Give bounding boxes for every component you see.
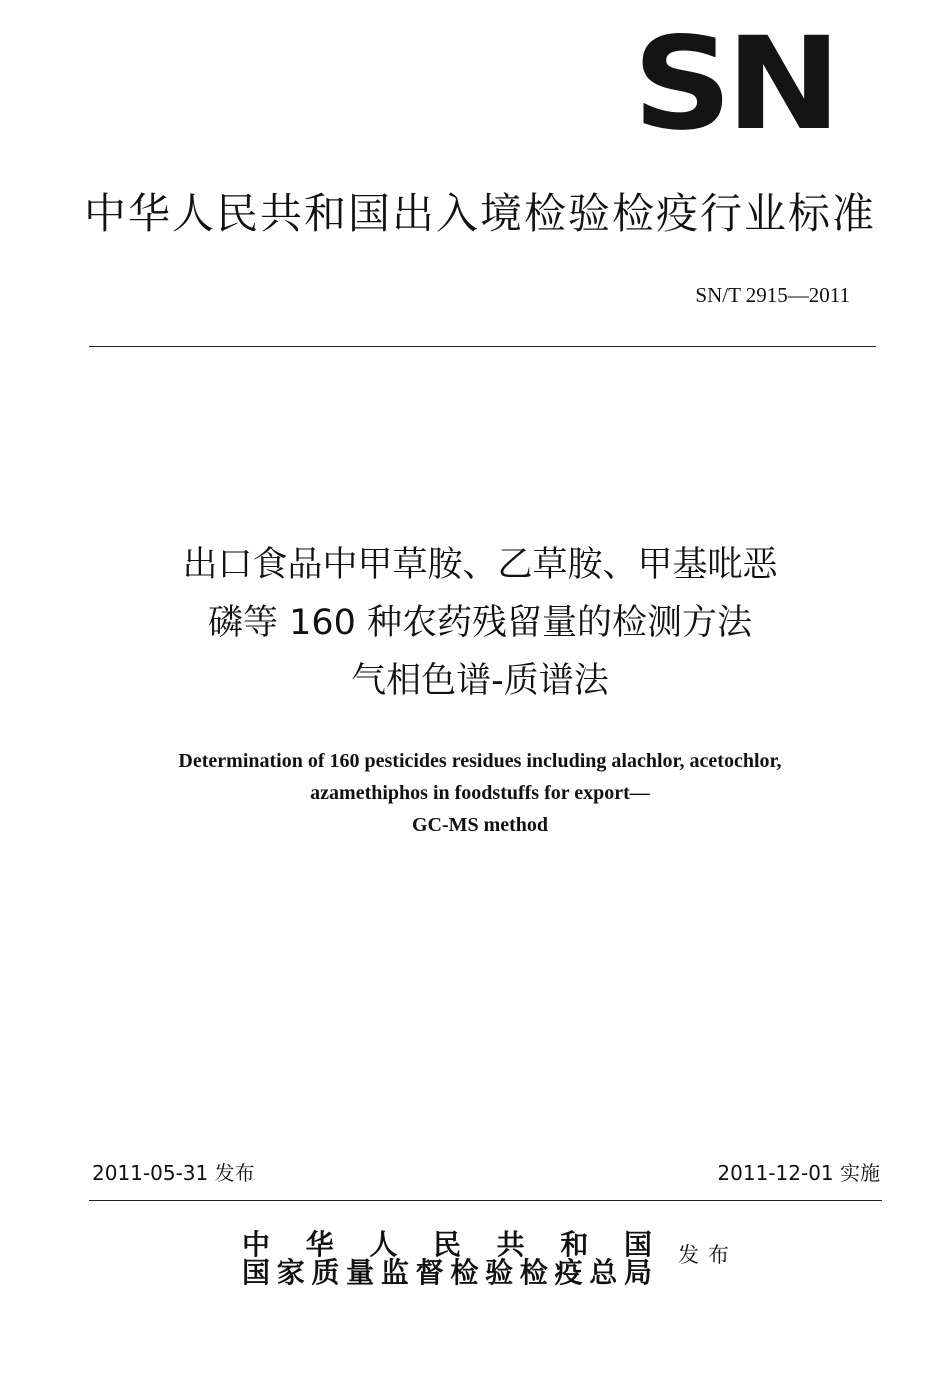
implementation-date: 2011-12-01 实施 xyxy=(717,1161,880,1185)
chinese-title-line-1: 出口食品中甲草胺、乙草胺、甲基吡恶 xyxy=(182,545,778,585)
standard-category-title: 中华人民共和国出入境检验检疫行业标准 xyxy=(83,189,876,238)
footer-divider xyxy=(89,1200,882,1201)
chinese-title-line-3: 气相色谱-质谱法 xyxy=(351,661,609,701)
english-title xyxy=(60,745,900,841)
issuer-name-line-2: 国家质量监督检验检疫总局 xyxy=(242,1256,652,1289)
sn-logo: SN xyxy=(632,10,835,159)
standard-number: SN/T 2915—2011 xyxy=(695,283,850,307)
english-title-line-2: azamethiphos in foodstuffs for export— xyxy=(310,782,650,804)
issue-date: 2011-05-31 发布 xyxy=(92,1161,255,1185)
issuer-name-line-1: 中 华 人 民 共 和 国 xyxy=(242,1228,652,1261)
header-divider xyxy=(89,346,876,347)
chinese-title-line-2: 磷等 160 种农药残留量的检测方法 xyxy=(207,603,753,643)
english-title-line-1: Determination of 160 pesticides residues including alachlor, acetochlor, xyxy=(178,750,782,772)
english-title-line-3: GC-MS method xyxy=(411,814,549,836)
issue-action-label: 发布 xyxy=(678,1243,738,1267)
chinese-title xyxy=(60,536,900,710)
